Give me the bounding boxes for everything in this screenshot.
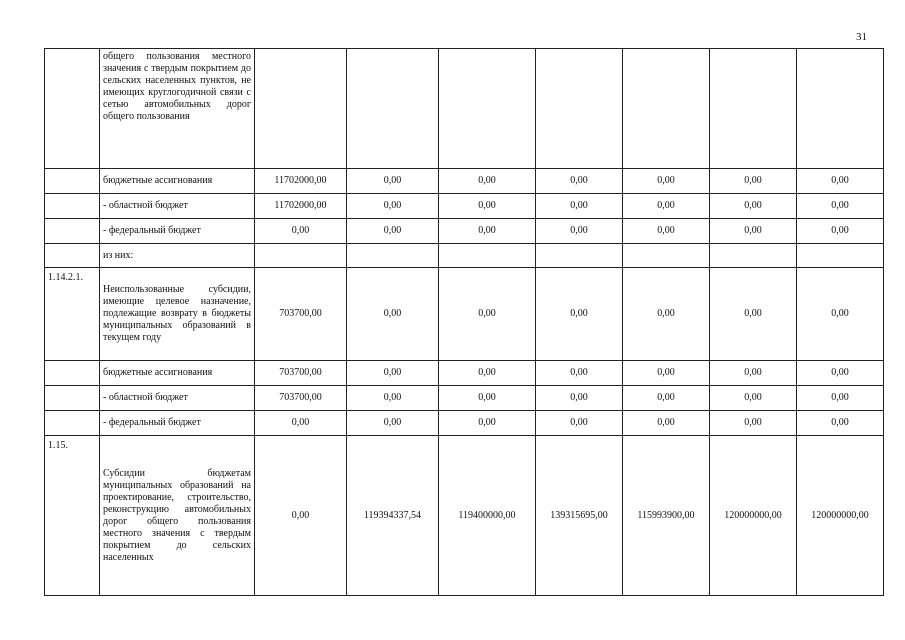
- row-code: [45, 219, 100, 244]
- value-cell: 0,00: [439, 194, 536, 219]
- row-name: - областной бюджет: [100, 386, 255, 411]
- value-cell: 0,00: [439, 411, 536, 436]
- table-row: [45, 194, 884, 219]
- value-cell: 139315695,00: [536, 436, 623, 596]
- value-cell: 0,00: [536, 361, 623, 386]
- value-cell: 0,00: [710, 386, 797, 411]
- value-cell: 0,00: [623, 268, 710, 361]
- value-cell: 703700,00: [255, 361, 347, 386]
- value-cell: 0,00: [797, 268, 884, 361]
- value-cell: [347, 49, 439, 169]
- value-cell: [710, 49, 797, 169]
- row-code: [45, 386, 100, 411]
- value-cell: 0,00: [347, 169, 439, 194]
- value-cell: 0,00: [536, 169, 623, 194]
- value-cell: [536, 49, 623, 169]
- value-cell: 0,00: [347, 268, 439, 361]
- value-cell: 0,00: [623, 169, 710, 194]
- value-cell: [439, 49, 536, 169]
- table-row: [45, 268, 884, 361]
- row-name: Субсидии бюджетам муниципальных образований на проектирование, строительство, реконструкцию автомобильных дорог общего пользования местного значения с твердым покрытием до сельских населенных: [100, 436, 255, 596]
- value-cell: [623, 244, 710, 268]
- value-cell: 0,00: [347, 386, 439, 411]
- row-name: из них:: [100, 244, 255, 268]
- value-cell: 0,00: [536, 386, 623, 411]
- value-cell: 0,00: [797, 361, 884, 386]
- value-cell: 0,00: [536, 194, 623, 219]
- value-cell: 0,00: [347, 411, 439, 436]
- row-name: - федеральный бюджет: [100, 219, 255, 244]
- row-name: бюджетные ассигнования: [100, 169, 255, 194]
- page-number: 31: [856, 31, 867, 43]
- value-cell: 0,00: [347, 219, 439, 244]
- value-cell: [347, 244, 439, 268]
- row-code: [45, 411, 100, 436]
- value-cell: 115993900,00: [623, 436, 710, 596]
- row-code: [45, 169, 100, 194]
- value-cell: [255, 244, 347, 268]
- row-code: 1.15.: [45, 436, 100, 596]
- value-cell: 0,00: [797, 411, 884, 436]
- value-cell: 119394337,54: [347, 436, 439, 596]
- table-row: [45, 219, 884, 244]
- value-cell: [439, 244, 536, 268]
- table-row: [45, 169, 884, 194]
- row-name: бюджетные ассигнования: [100, 361, 255, 386]
- value-cell: 0,00: [710, 194, 797, 219]
- value-cell: 0,00: [710, 169, 797, 194]
- row-code: [45, 194, 100, 219]
- value-cell: 0,00: [536, 219, 623, 244]
- value-cell: 0,00: [255, 436, 347, 596]
- value-cell: [623, 49, 710, 169]
- value-cell: 0,00: [623, 411, 710, 436]
- table-row: [45, 244, 884, 268]
- value-cell: 0,00: [439, 386, 536, 411]
- value-cell: 0,00: [255, 219, 347, 244]
- value-cell: 120000000,00: [797, 436, 884, 596]
- value-cell: 0,00: [710, 219, 797, 244]
- table-row: [45, 49, 884, 169]
- value-cell: 0,00: [439, 268, 536, 361]
- value-cell: [710, 244, 797, 268]
- value-cell: 0,00: [797, 169, 884, 194]
- value-cell: [797, 244, 884, 268]
- value-cell: 0,00: [623, 386, 710, 411]
- value-cell: 0,00: [255, 411, 347, 436]
- row-code: [45, 361, 100, 386]
- value-cell: 0,00: [623, 194, 710, 219]
- row-name: Неиспользованные субсидии, имеющие целевое назначение, подлежащие возврату в бюджеты муниципальных образований в текущем году: [100, 268, 255, 361]
- table-row: [45, 436, 884, 596]
- value-cell: 0,00: [623, 361, 710, 386]
- budget-table: [44, 48, 884, 596]
- row-code: [45, 244, 100, 268]
- value-cell: 0,00: [439, 219, 536, 244]
- value-cell: 0,00: [797, 219, 884, 244]
- value-cell: [536, 244, 623, 268]
- value-cell: 0,00: [347, 361, 439, 386]
- value-cell: 703700,00: [255, 386, 347, 411]
- value-cell: 0,00: [710, 268, 797, 361]
- row-name: - областной бюджет: [100, 194, 255, 219]
- value-cell: [255, 49, 347, 169]
- value-cell: 0,00: [536, 411, 623, 436]
- row-name: общего пользования местного значения с твердым покрытием до сельских населенных пунктов, не имеющих круглогодичной связи с сетью автомобильных дорог общего пользования: [100, 49, 255, 169]
- value-cell: 0,00: [439, 169, 536, 194]
- value-cell: 0,00: [797, 194, 884, 219]
- value-cell: [797, 49, 884, 169]
- value-cell: 0,00: [347, 194, 439, 219]
- value-cell: 0,00: [797, 386, 884, 411]
- value-cell: 119400000,00: [439, 436, 536, 596]
- value-cell: 0,00: [710, 411, 797, 436]
- value-cell: 120000000,00: [710, 436, 797, 596]
- value-cell: 0,00: [439, 361, 536, 386]
- value-cell: 0,00: [536, 268, 623, 361]
- table-row: [45, 411, 884, 436]
- row-name: - федеральный бюджет: [100, 411, 255, 436]
- table-row: [45, 386, 884, 411]
- row-code: 1.14.2.1.: [45, 268, 100, 361]
- value-cell: 11702000,00: [255, 169, 347, 194]
- row-code: [45, 49, 100, 169]
- value-cell: 703700,00: [255, 268, 347, 361]
- value-cell: 0,00: [710, 361, 797, 386]
- value-cell: 11702000,00: [255, 194, 347, 219]
- value-cell: 0,00: [623, 219, 710, 244]
- table-row: [45, 361, 884, 386]
